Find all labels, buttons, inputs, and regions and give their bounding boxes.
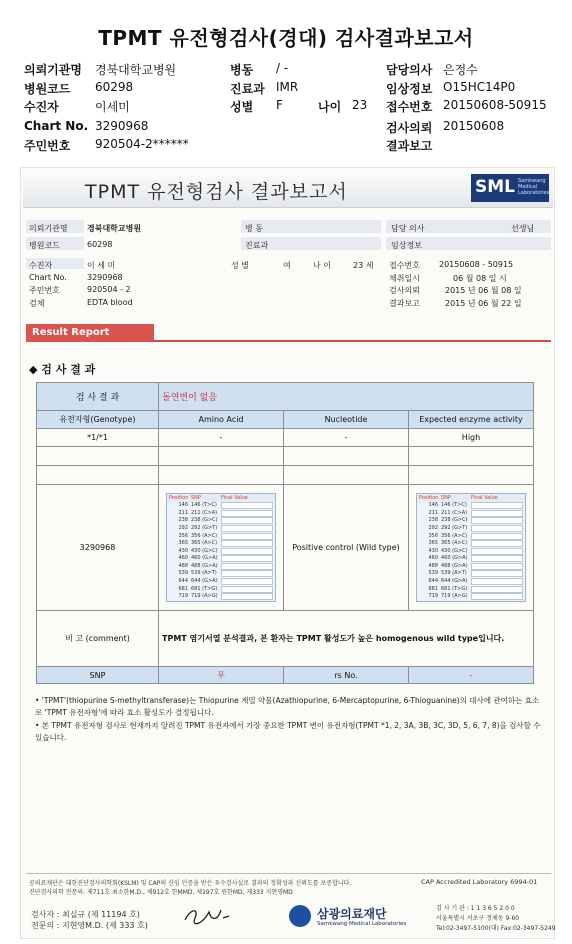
scan-report-label: 결과보고 xyxy=(389,299,420,308)
scan-receipt-label: 접수번호 xyxy=(389,261,420,270)
scan-sex-value: 여 xyxy=(283,261,291,270)
chart-no-value: 3290968 xyxy=(95,119,149,133)
note-1: • 'TPMT'(thiopurine S-methyltransferase)는 Thiopurine 계열 약물(Azathiopurine, 6-Mercaptopurine, 6-Thioguanine)의 대사에 관여하는 효소로 'TPMT 유전자형'에 따라 효소 활성도가 결정됩니다. xyxy=(35,696,540,717)
final-value-field xyxy=(221,548,273,555)
final-value-field xyxy=(471,570,523,577)
final-value-field xyxy=(471,563,523,570)
sample-snp-rows xyxy=(167,502,275,601)
cert-line-2: 진단검사의학 전문의: 제711호 최소한M.D., 제912호 한MMD, 제197호 원한MD, 제333 지현영MD xyxy=(29,889,293,896)
snp-panel-row: 238 238 (G>C) xyxy=(167,517,275,525)
enzyme-activity-cell: High xyxy=(409,429,534,447)
org-phone-code: 검 사 기 관 : 1 1 3 6 5 2 0 0 xyxy=(436,905,515,912)
sml-logo-subtext: Samkwang Medical Laboratories xyxy=(518,178,550,196)
scan-specimen-label: 검체 xyxy=(29,299,45,308)
snp-panel-row: 719 719 (A>G) xyxy=(167,593,275,601)
result-value-cell: 돌연변이 없음 xyxy=(159,383,534,411)
sml-logo xyxy=(471,174,549,202)
clinical-info-value: O15HC14P0 xyxy=(443,80,516,94)
page-title: TPMT 유전형검사(경대) 검사결과보고서 xyxy=(98,26,474,50)
hospital-code-value: 60298 xyxy=(95,80,134,94)
final-value-field xyxy=(221,510,273,517)
snp-panel-row: 488 488 (G>A) xyxy=(167,563,275,571)
snp-panel-row: 681 681 (T>G) xyxy=(417,586,525,594)
snp-panel-row: 146 146 (T>C) xyxy=(417,502,525,510)
final-value-field xyxy=(221,555,273,562)
table-row xyxy=(37,429,534,447)
comment-row xyxy=(37,611,534,667)
scan-specimen-value: EDTA blood xyxy=(87,298,133,307)
snp-panel-row: 644 644 (G>A) xyxy=(417,578,525,586)
department-value: IMR xyxy=(276,80,299,94)
age-label: 나이 xyxy=(318,100,342,114)
doctor-label: 담당의사 xyxy=(386,63,433,77)
sequencing-row xyxy=(37,485,534,611)
control-label-cell: Positive control (Wild type) xyxy=(284,485,409,611)
note-2: • 본 TPMT 유전자형 검사로 현재까지 알려진 TPMT 유전자에서 가장 중요한 TPMT 변이 유전자형(TPMT *1, 2, 3A, 3B, 3C, 3D, 5, 6, 7, 8)을 검사할 수 있습니다. xyxy=(35,721,541,742)
signature-icon xyxy=(181,904,233,928)
final-value-field xyxy=(471,533,523,540)
sml-logo-text: SML xyxy=(475,177,515,197)
scan-receipt-value: 20150608 - 50915 xyxy=(439,260,514,269)
snp-panel-row: 146 146 (T>C) xyxy=(167,502,275,510)
final-value-field xyxy=(471,593,523,600)
scan-age-value: 23 세 xyxy=(353,261,374,270)
resident-no-value: 920504-2****** xyxy=(95,137,189,151)
final-value-field xyxy=(221,525,273,532)
snp-panel-row: 356 356 (A>C) xyxy=(167,533,275,541)
sample-snp-cell xyxy=(159,485,284,611)
sex-label: 성별 xyxy=(230,100,254,114)
scanned-report xyxy=(20,167,555,939)
final-value-field xyxy=(221,563,273,570)
sample-id-cell: 3290968 xyxy=(37,485,159,611)
scan-request-label: 검사의뢰 xyxy=(389,286,420,295)
scan-collect-label: 채취일시 xyxy=(389,274,420,283)
snp-value: 무 xyxy=(159,667,284,684)
snp-panel-row: 719 719 (A>G) xyxy=(417,593,525,601)
request-date-value: 20150608 xyxy=(443,119,505,133)
control-snp-rows xyxy=(417,502,525,601)
table-header-row xyxy=(37,411,534,429)
request-date-label: 검사의뢰 xyxy=(386,121,433,135)
scan-dept-label: 진료과 xyxy=(245,241,269,250)
comment-text: TPMT 염기서열 분석결과, 본 환자는 TPMT 활성도가 높은 homogenous wild type입니다. xyxy=(159,611,534,667)
scan-hospital-code-value: 60298 xyxy=(87,240,113,249)
doctor-value: 은정수 xyxy=(443,63,478,77)
scan-doctor-value: 선생님 xyxy=(511,224,535,233)
org-name: 삼광의료재단 xyxy=(317,907,387,921)
nucleotide-header: Nucleotide xyxy=(284,411,409,429)
nucleotide-cell: - xyxy=(284,429,409,447)
enzyme-activity-header: Expected enzyme activity xyxy=(409,411,534,429)
cap-accreditation: CAP Accredited Laboratory 6994-01 xyxy=(421,878,538,886)
final-value-field xyxy=(471,586,523,593)
rs-label: rs No. xyxy=(284,667,409,684)
receipt-no-value: 20150608-50915 xyxy=(443,98,547,112)
amino-acid-header: Amino Acid xyxy=(159,411,284,429)
recipient-value: 이세미 xyxy=(95,100,130,114)
ward-value: / - xyxy=(276,61,289,75)
scan-institution-value: 경북대학교병원 xyxy=(87,224,142,233)
result-label-cell: 검 사 결 과 xyxy=(37,383,159,411)
rs-value: - xyxy=(409,667,534,684)
amino-acid-cell: - xyxy=(159,429,284,447)
scan-sex-label: 성 별 xyxy=(231,261,249,270)
resident-no-label: 주민번호 xyxy=(24,139,71,153)
hospital-code-label: 병원코드 xyxy=(24,82,71,96)
age-value: 23 xyxy=(352,98,368,112)
snp-panel-row: 430 430 (G>C) xyxy=(417,548,525,556)
scan-collect-value: 06 월 08 일 시 xyxy=(453,274,507,283)
banner-title: TPMT 유전형검사 결과보고서 xyxy=(85,181,348,203)
final-value-field xyxy=(221,593,273,600)
final-value-field xyxy=(221,586,273,593)
clinical-info-label: 임상정보 xyxy=(386,82,433,96)
snp-panel-row: 365 365 (A>C) xyxy=(167,540,275,548)
scan-institution-label: 의뢰기관명 xyxy=(29,224,68,233)
final-value-field xyxy=(471,517,523,524)
snp-panel-row: 644 644 (G>A) xyxy=(167,578,275,586)
final-value-field xyxy=(221,540,273,547)
final-value-field xyxy=(471,548,523,555)
specialist-line: 전문의 : 지현영M.D. (제 333 호) xyxy=(31,921,148,930)
org-address: 서울특별시 서초구 정체동 9-60 xyxy=(436,915,520,922)
control-snp-cell xyxy=(409,485,534,611)
org-tel: Tel:02-3497-5100(대) Fax:02-3497-5249 xyxy=(436,925,556,932)
sex-value: F xyxy=(276,98,283,112)
report-label: 결과보고 xyxy=(386,139,433,153)
table-row xyxy=(37,447,534,466)
final-value-field xyxy=(471,525,523,532)
final-value-field xyxy=(471,578,523,585)
snp-panel-row: 488 488 (G>A) xyxy=(417,563,525,571)
final-value-field xyxy=(471,555,523,562)
scan-chart-value: 3290968 xyxy=(87,273,123,282)
samkwang-logo-icon xyxy=(289,905,311,927)
scan-doctor-label: 담당 의사 xyxy=(391,224,425,233)
comment-label: 비 고 (comment) xyxy=(37,611,159,667)
scan-report-value: 2015 년 06 월 22 일 xyxy=(445,299,522,308)
final-value-field xyxy=(471,502,523,509)
snp-panel-row: 460 460 (G>A) xyxy=(167,555,275,563)
genotype-cell: *1/*1 xyxy=(37,429,159,447)
snp-panel-row: 211 211 (C>A) xyxy=(167,510,275,518)
scan-resident-label: 주민번호 xyxy=(29,286,60,295)
results-table xyxy=(36,382,534,684)
snp-panel-row: 292 292 (G>T) xyxy=(167,525,275,533)
snp-label: SNP xyxy=(37,667,159,684)
final-value-field xyxy=(221,517,273,524)
institution-label: 의뢰기관명 xyxy=(24,63,82,77)
snp-panel-row: 365 365 (A>C) xyxy=(417,540,525,548)
final-value-field xyxy=(471,540,523,547)
snp-panel-row: 356 356 (A>C) xyxy=(417,533,525,541)
scan-clinical-label: 임상정보 xyxy=(391,241,422,250)
snp-panel-row: 238 238 (G>C) xyxy=(417,517,525,525)
scan-hospital-code-label: 병원코드 xyxy=(29,241,60,250)
final-value-field xyxy=(221,578,273,585)
scan-recipient-value: 이 세 미 xyxy=(87,261,116,270)
ward-label: 병동 xyxy=(230,63,254,77)
snp-row xyxy=(37,667,534,684)
snp-panel-row: 539 539 (A>T) xyxy=(167,570,275,578)
final-value-field xyxy=(221,502,273,509)
table-row xyxy=(37,466,534,485)
department-label: 진료과 xyxy=(230,82,265,96)
footer-divider xyxy=(26,873,551,874)
final-value-field xyxy=(471,510,523,517)
scan-chart-label: Chart No. xyxy=(29,273,67,282)
report-banner xyxy=(23,170,553,208)
recipient-label: 수진자 xyxy=(24,100,59,114)
result-report-tab: Result Report xyxy=(26,324,154,342)
chart-no-label: Chart No. xyxy=(24,119,89,133)
result-report-bar xyxy=(26,324,551,342)
snp-panel-row: 460 460 (G>A) xyxy=(417,555,525,563)
final-value-field xyxy=(221,570,273,577)
scan-request-value: 2015 년 06 월 08 일 xyxy=(445,286,522,295)
snp-panel-row: 681 681 (T>G) xyxy=(167,586,275,594)
snp-panel-row: 211 211 (C>A) xyxy=(417,510,525,518)
scan-recipient-label: 수진자 xyxy=(29,261,53,270)
table-row xyxy=(37,383,534,411)
genotype-header: 유전자형(Genotype) xyxy=(37,411,159,429)
snp-panel-row: 430 430 (G>C) xyxy=(167,548,275,556)
sample-snp-panel: Position SNP Final Value 146 146 (T>C) 211 211 (C>A) 238 238 (G>C) 292 292 (G>T) 356 356 (A>C) 365 365 (A>C) 430 430 (G>C) 460 460 (G>A) 488 488 (G>A) 539 539 (A>T) 644 644 (G>A) 681 681 (T>G) 719 719 (A>G) xyxy=(166,493,276,602)
final-value-field xyxy=(221,533,273,540)
snp-panel-row: 292 292 (G>T) xyxy=(417,525,525,533)
cert-line-1: 공의료재단은 대한진단검사의학회(KSLM) 및 CAP의 신임 인증을 받은 우수검사실로 결과의 정확성과 신뢰도를 보증합니다. xyxy=(29,880,352,887)
scan-age-label: 나 이 xyxy=(313,261,331,270)
control-snp-panel: Position SNP Final Value 146 146 (T>C) 211 211 (C>A) 238 238 (G>C) 292 292 (G>T) 356 356 (A>C) 365 365 (A>C) 430 430 (G>C) 460 460 (G>A) 488 488 (G>A) 539 539 (A>T) 644 644 (G>A) 681 681 (T>G) 719 719 (A>G) xyxy=(416,493,526,602)
scan-ward-label: 병 동 xyxy=(245,224,263,233)
snp-panel-row: 539 539 (A>T) xyxy=(417,570,525,578)
org-name-en: Samkwang Medical Laboratories xyxy=(317,921,407,927)
institution-value: 경북대학교병원 xyxy=(95,63,177,77)
scan-resident-value: 920504 - 2 xyxy=(87,285,131,294)
receipt-no-label: 접수번호 xyxy=(386,100,433,114)
tester-line: 검사자 : 최실규 (제 11194 호) xyxy=(31,910,140,919)
section-title: ◆ 검 사 결 과 xyxy=(29,363,96,376)
